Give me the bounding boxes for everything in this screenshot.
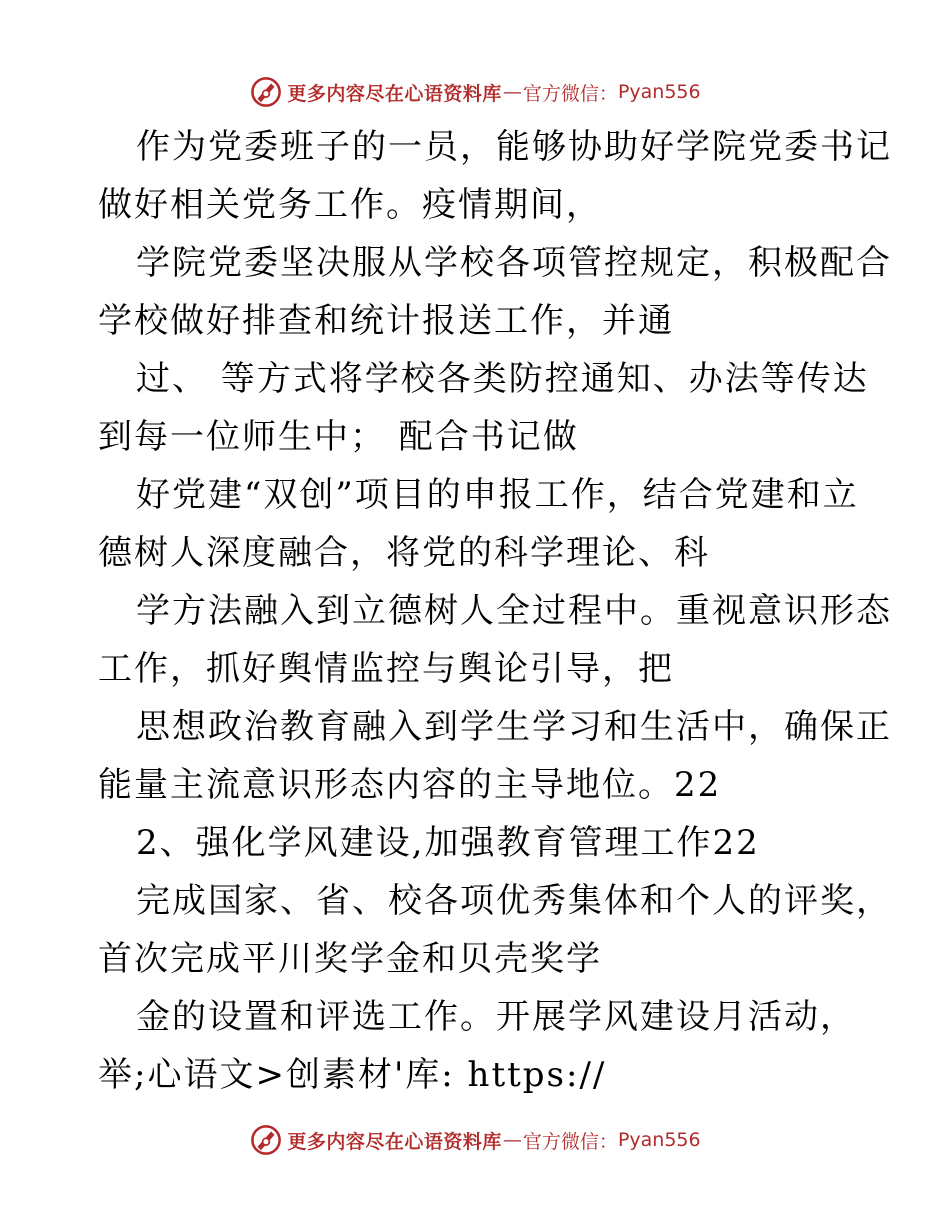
document-body [98,118,892,1104]
banner-wechat-id: Pyan556 [617,1129,701,1151]
text-line: 学方法融入到立德树人全过程中。重视意识形态 [136,591,892,631]
text-line: 德树人深度融合，将党的科学理论、科 [98,533,710,573]
text-line: 思想政治教育融入到学生学习和生活中，确保正 [136,707,892,747]
text-line: 过、 等方式将学校各类防控通知、办法等传达 [136,359,869,399]
banner-text: 更多内容尽在心语资料库 [287,1130,502,1153]
text-line: 做好相关党务工作。疫情期间， [98,185,602,225]
text-line: 能量主流意识形态内容的主导地位。22 [98,765,722,805]
text-line: 学校做好排查和统计报送工作，并通 [98,301,674,341]
logo-icon [249,75,283,109]
text-line: 举;心语文>创素材'库: https:// [98,1055,607,1095]
text-line: 学院党委坚决服从学校各项管控规定，积极配合 [136,243,892,283]
banner-separator: — [502,81,522,103]
banner-text: 更多内容尽在心语资料库 [287,82,502,105]
text-line: 到每一位师生中； 配合书记做 [98,417,579,457]
banner-separator: — [502,1129,522,1151]
text-line: 作为党委班子的一员，能够协助好学院党委书记 [136,127,892,167]
text-line: 2、强化学风建设,加强教育管理工作22 [136,823,760,863]
text-line: 完成国家、省、校各项优秀集体和个人的评奖， [136,881,892,921]
text-line: 首次完成平川奖学金和贝壳奖学 [98,939,602,979]
banner-wechat-id: Pyan556 [617,81,701,103]
text-line: 金的设置和评选工作。开展学风建设月活动， [136,997,856,1037]
banner-content [249,75,700,109]
banner-wechat-label: 官方微信： [522,82,618,105]
banner-content [249,1123,700,1157]
text-line: 好党建“双创”项目的申报工作，结合党建和立 [136,475,859,515]
footer-banner [0,1118,950,1162]
header-banner [0,70,950,114]
banner-wechat-label: 官方微信： [522,1130,618,1153]
logo-icon [249,1123,283,1157]
text-line: 工作，抓好舆情监控与舆论引导，把 [98,649,674,689]
